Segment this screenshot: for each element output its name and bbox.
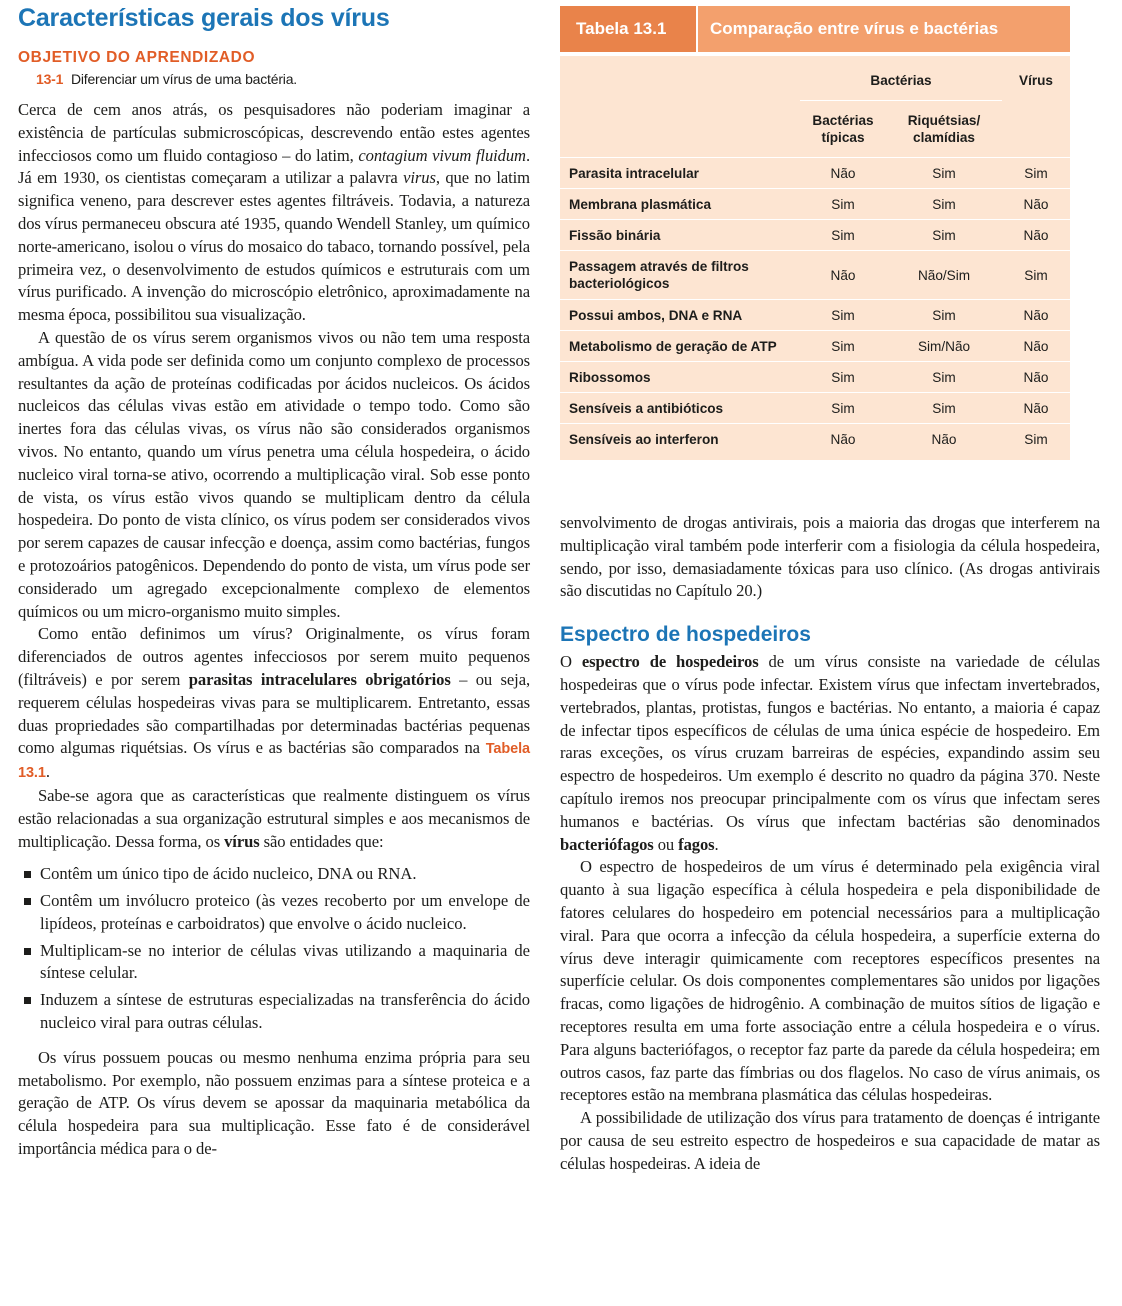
table-row <box>560 158 1070 189</box>
cell-virus: Sim <box>1002 158 1070 189</box>
table-row <box>560 331 1070 362</box>
cell-rickettsia: Não/Sim <box>886 251 1002 300</box>
text-run: ou <box>653 834 679 854</box>
left-column <box>18 0 530 1161</box>
list-item: Contêm um invólucro proteico (às vezes recoberto por um envelope de lipídeos, proteínas e carboidratos) que envolve o ácido nucleico. <box>18 890 530 936</box>
cell-rickettsia: Sim <box>886 393 1002 424</box>
row-label: Membrana plasmática <box>560 189 800 220</box>
row-label: Sensíveis a antibióticos <box>560 393 800 424</box>
cell-typical: Sim <box>800 300 886 331</box>
table-title: Comparação entre vírus e bactérias <box>696 6 1070 52</box>
text-run: – ou seja, requerem células hospedeiras vivas para se multiplicarem. Entretanto, essas duas propriedades são compartilhadas por determinadas bactérias pequenas como algumas riquétsias. Os vírus e as bactérias são comparados na <box>18 669 531 758</box>
table-row <box>560 424 1070 455</box>
table-row <box>560 189 1070 220</box>
cell-rickettsia: Sim <box>886 300 1002 331</box>
cell-rickettsia: Sim <box>886 362 1002 393</box>
table-number: Tabela 13.1 <box>560 6 696 52</box>
row-label: Metabolismo de geração de ATP <box>560 331 800 362</box>
latin-term: contagium vivum fluidum <box>358 145 526 165</box>
latin-term: virus <box>403 168 436 188</box>
cell-rickettsia: Sim <box>886 158 1002 189</box>
key-term: parasitas intracelulares obrigatórios <box>188 669 451 689</box>
text-run: Como então definimos um vírus? Originalmente, os vírus foram diferenciados de outros agentes infecciosos por serem muito pequenos (filtráveis) e por serem <box>18 624 530 689</box>
column-header-virus: Vírus <box>1019 72 1053 88</box>
comparison-table <box>560 6 1070 460</box>
cell-virus: Não <box>1002 331 1070 362</box>
column-header-typical-bacteria: Bactérias típicas <box>812 113 874 145</box>
cell-rickettsia: Sim/Não <box>886 331 1002 362</box>
table-empty-header <box>1002 101 1070 158</box>
paragraph-host-range-determinants: O espectro de hospedeiros de um vírus é determinado pela exigência viral quanto à sua ligação específica à célula hospedeira e pela disponibilidade de fatores celulares do hospedeiro em potencial necessários para a multiplicação viral. Para que ocorra a infecção da célula hospedeira, a superfície externa do vírus deve interagir quimicamente com receptores específicos presentes na superfície celular. Os dois componentes complementares são unidos por ligações fracas, como ligações de hidrogênio. A combinação de muitos sítios de ligação e receptores resulta em uma forte associação entre a célula hospedeira e o vírus. Para alguns bacteriófagos, o receptor faz parte da parede da célula hospedeira; em outros casos, faz parte das fímbrias ou dos flagelos. No caso de vírus animais, os receptores estão na membrana plasmática das células hospedeiras. <box>560 857 1100 1105</box>
paragraph-therapy: A possibilidade de utilização dos vírus para tratamento de doenças é intrigante por causa de seu estreito espectro de hospedeiros e sua capacidade de matar as células hospedeiras. A ideia de <box>560 1108 1100 1173</box>
column-group-bacteria: Bactérias <box>800 60 1002 101</box>
text-run: Sabe-se agora que as características que realmente distinguem os vírus estão relacionadas a sua organização estrutural simples e aos mecanismos de multiplicação. Dessa forma, os <box>18 785 530 851</box>
paragraph-intro <box>18 99 530 327</box>
table-sub-header-row <box>560 101 1070 158</box>
cell-typical: Sim <box>800 189 886 220</box>
list-item: Induzem a síntese de estruturas especializadas na transferência do ácido nucleico viral para outras células. <box>18 989 530 1035</box>
cell-typical: Sim <box>800 362 886 393</box>
cell-virus: Sim <box>1002 424 1070 455</box>
section-heading: Espectro de hospedeiros <box>560 623 811 647</box>
text-run: de um vírus consiste na variedade de células hospedeiras que o vírus pode infectar. Existem vírus que infectam invertebrados, vertebrados, plantas, protistas, fungos e bactérias. No entanto, a maioria é capaz de infectar tipos específicos de células de uma única espécie de hospedeiro. Em raras exceções, os vírus cruzam barreiras de espécies, expandindo assim seu espectro de hospedeiros. Um exemplo é descrito no quadro da página 370. Neste capítulo iremos nos preocupar principalmente com os vírus que infectam seres humanos e bactérias. Os vírus que infectam bactérias são denominados <box>560 652 1100 831</box>
cell-typical: Sim <box>800 220 886 251</box>
key-term: espectro de hospedeiros <box>581 652 759 672</box>
cell-virus: Não <box>1002 393 1070 424</box>
cell-rickettsia: Sim <box>886 189 1002 220</box>
cell-typical: Sim <box>800 331 886 362</box>
row-label: Possui ambos, DNA e RNA <box>560 300 800 331</box>
table-row <box>560 220 1070 251</box>
objective-text: Diferenciar um vírus de uma bactéria. <box>70 71 297 87</box>
table-row <box>560 251 1070 300</box>
left-body <box>18 99 530 1161</box>
text-run: são entidades que: <box>259 831 384 851</box>
chapter-title: Características gerais dos vírus <box>18 4 390 32</box>
table-empty-header <box>560 60 800 101</box>
cell-typical: Não <box>800 251 886 300</box>
table-empty-header <box>560 101 800 158</box>
text-run: . <box>45 762 50 782</box>
paragraph-host-range-intro <box>560 651 1100 856</box>
row-label: Fissão binária <box>560 220 800 251</box>
cell-typical: Sim <box>800 393 886 424</box>
text-run: O <box>560 652 582 672</box>
right-body <box>560 512 1100 1176</box>
objective-heading: OBJETIVO DO APRENDIZADO <box>18 49 256 66</box>
paragraph-characteristics <box>18 785 530 853</box>
cell-typical: Não <box>800 424 886 455</box>
paragraph-alive: A questão de os vírus serem organismos vivos ou não tem uma resposta ambígua. A vida pode ser definida como um conjunto complexo de processos resultantes da ação de proteínas codificadas por ácidos nucleicos. Os ácidos nucleicos das células vivas estão em atividade o tempo todo. Como são inertes fora das células vivas, os vírus não são considerados organismos vivos. No entanto, quando um vírus penetra uma célula hospedeira, o ácido nucleico viral torna-se ativo, ocorrendo a multiplicação viral. Sob esse ponto de vista, os vírus estão vivos quando se multiplicam dentro da célula hospedeira. Do ponto de vista clínico, os vírus podem ser considerados vivos por serem capazes de causar infecção e doença, assim como bactérias, fungos e protozoários patogênicos. Dependendo do ponto de vista, um vírus pode ser considerado um agregado excepcionalmente complexo de elementos químicos ou um micro-organismo muito simples. <box>18 327 530 621</box>
table-row <box>560 362 1070 393</box>
comparison-grid <box>560 60 1070 454</box>
cell-virus: Não <box>1002 362 1070 393</box>
objective-item <box>36 71 530 87</box>
table-header <box>560 6 1070 52</box>
paragraph-definition <box>18 623 530 785</box>
text-run: Cerca de cem anos atrás, os pesquisadores não poderiam imaginar a existência de partículas submicroscópicas, descrevendo então estes agentes infecciosos como um fluido contagioso – do latim, <box>18 100 530 165</box>
cell-virus: Não <box>1002 300 1070 331</box>
row-label: Sensíveis ao interferon <box>560 424 800 455</box>
row-label: Ribossomos <box>560 362 800 393</box>
cell-rickettsia: Não <box>886 424 1002 455</box>
key-term: vírus <box>224 831 260 851</box>
column-header-rickettsia: Riquétsias/ clamídias <box>907 113 981 145</box>
cell-virus: Sim <box>1002 251 1070 300</box>
key-term: bacteriófagos <box>560 834 654 854</box>
text-run: . <box>714 834 719 854</box>
table-row <box>560 300 1070 331</box>
paragraph-enzymes: Os vírus possuem poucas ou mesmo nenhuma enzima própria para seu metabolismo. Por exemplo, não possuem enzimas para a síntese proteica e a geração de ATP. Os vírus devem se apossar da maquinaria metabólica da célula hospedeira para sua multiplicação. Esse fato é de considerável importância médica para o de- <box>18 1047 530 1159</box>
list-item: Contêm um único tipo de ácido nucleico, DNA ou RNA. <box>18 863 530 886</box>
virus-traits-list <box>18 863 530 1035</box>
cell-rickettsia: Sim <box>886 220 1002 251</box>
cell-virus: Não <box>1002 189 1070 220</box>
text-run: , que no latim significa veneno, para descrever estes agentes filtráveis. Todavia, a natureza dos vírus permaneceu obscura até 1935, quando Wendell Stanley, um químico norte-americano, isolou o vírus do mosaico do tabaco, tornando possível, pela primeira vez, o desenvolvimento de estudos químicos e estruturais com um vírus purificado. A invenção do microscópio eletrônico, aproximadamente na mesma época, possibilitou sua visualização. <box>18 168 530 325</box>
table-reference-link[interactable]: Tabela 13.1 <box>18 741 530 782</box>
row-label: Passagem através de filtros bacteriológicos <box>560 251 800 300</box>
objective-number: 13-1 <box>36 71 64 87</box>
text-run: . Já em 1930, os cientistas começaram a utilizar a palavra <box>18 145 530 188</box>
cell-typical: Não <box>800 158 886 189</box>
paragraph-continuation: senvolvimento de drogas antivirais, pois a maioria das drogas que interferem na multiplicação viral também pode interferir com a fisiologia da célula hospedeira, sendo, por isso, demasiadamente tóxicas para uso clínico. (As drogas antivirais são discutidas no Capítulo 20.) <box>560 513 1100 601</box>
list-item: Multiplicam-se no interior de células vivas utilizando a maquinaria de síntese celular. <box>18 940 530 986</box>
table-group-header-row <box>560 60 1070 101</box>
cell-virus: Não <box>1002 220 1070 251</box>
right-column <box>560 0 1100 1176</box>
table-body <box>560 52 1070 460</box>
row-label: Parasita intracelular <box>560 158 800 189</box>
table-row <box>560 393 1070 424</box>
key-term: fagos <box>678 834 715 854</box>
